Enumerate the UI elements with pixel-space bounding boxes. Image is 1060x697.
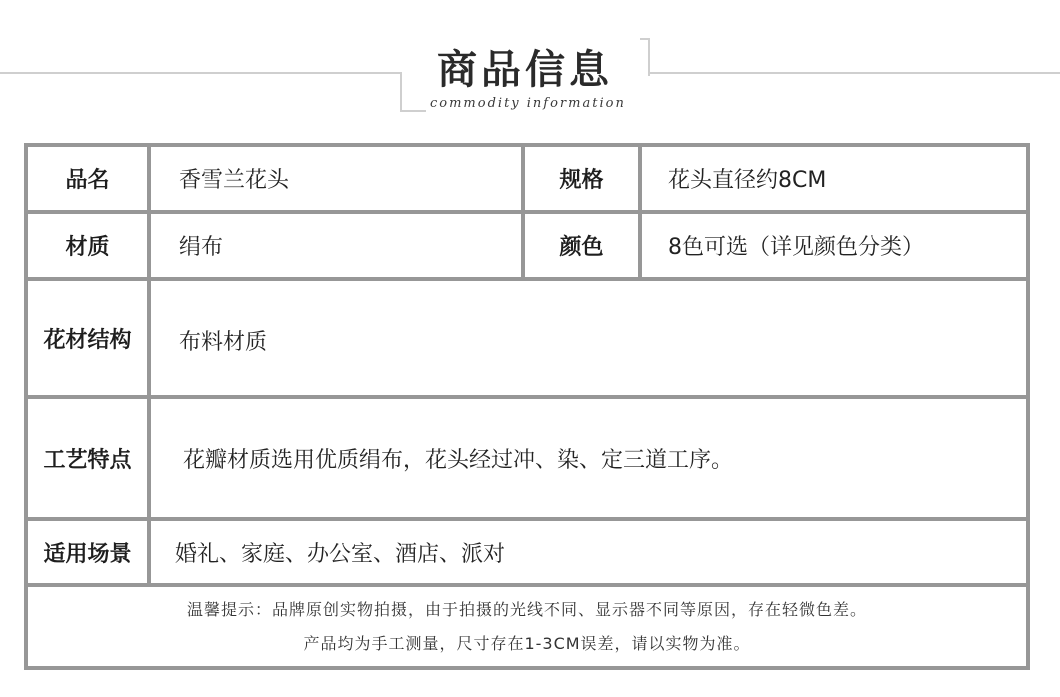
scene-label: 适用场景	[28, 521, 147, 583]
header-bracket-left-foot	[400, 110, 426, 112]
material-value: 绢布	[151, 214, 521, 277]
scene-value: 婚礼、家庭、办公室、酒店、派对	[151, 521, 1026, 583]
craft-label: 工艺特点	[28, 399, 147, 517]
header-bracket-right	[640, 38, 650, 76]
product-info-table	[24, 143, 1030, 670]
material-label: 材质	[28, 214, 147, 277]
header-divider-right	[648, 72, 1060, 74]
notice-line-1: 温馨提示：品牌原创实物拍摄，由于拍摄的光线不同、显示器不同等原因，存在轻微色差。	[186, 600, 867, 619]
section-title: 商品信息	[437, 47, 613, 93]
notice-box	[28, 587, 1026, 666]
craft-value: 花瓣材质选用优质绢布，花头经过冲、染、定三道工序。	[151, 399, 1026, 517]
spec-label: 规格	[525, 147, 638, 210]
color-label: 颜色	[525, 214, 638, 277]
color-value: 8色可选（详见颜色分类）	[642, 214, 1026, 277]
structure-value: 布料材质	[151, 281, 1026, 395]
header-bracket-left	[400, 72, 402, 110]
notice-line-2: 产品均为手工测量，尺寸存在1-3CM误差，请以实物为准。	[303, 634, 751, 653]
name-value: 香雪兰花头	[151, 147, 521, 210]
section-subtitle: commodity information	[430, 96, 626, 111]
name-label: 品名	[28, 147, 147, 210]
header-divider-left	[0, 72, 400, 74]
structure-label: 花材结构	[28, 281, 147, 395]
spec-value: 花头直径约8CM	[642, 147, 1026, 210]
